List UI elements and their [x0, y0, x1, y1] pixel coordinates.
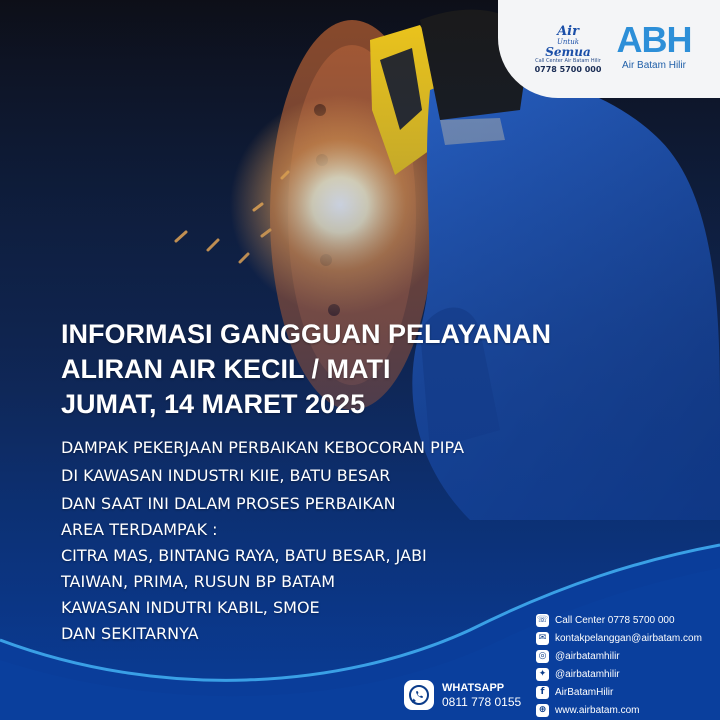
globe-icon: ⊕ — [536, 704, 549, 717]
logo-air-line2: Untuk — [557, 38, 579, 46]
contact-twitter[interactable] — [536, 665, 702, 683]
instagram-icon: ◎ — [536, 650, 549, 663]
contact-email-text: kontakpelanggan@airbatam.com — [555, 632, 702, 644]
areas-line-4: DAN SEKITARNYA — [61, 624, 199, 643]
abh-logo-name: Air Batam Hilir — [622, 60, 686, 71]
whatsapp-label: WHATSAPP — [442, 681, 505, 694]
contact-facebook-text: AirBatamHilir — [555, 686, 614, 698]
contact-website-text: www.airbatam.com — [555, 704, 640, 716]
body-line-1: DAMPAK PEKERJAAN PERBAIKAN KEBOCORAN PIPA — [61, 438, 465, 457]
abh-logo — [612, 19, 696, 72]
headline-line-2: ALIRAN AIR KECIL / MATI — [61, 354, 391, 384]
whatsapp-number: 0811 778 0155 — [442, 694, 522, 709]
phone-icon: ☏ — [536, 614, 549, 625]
contact-website[interactable] — [536, 701, 702, 719]
body-text — [61, 434, 464, 518]
contact-facebook[interactable] — [536, 683, 702, 701]
body-line-2: DI KAWASAN INDUSTRI KIIE, BATU BESAR — [61, 466, 391, 485]
affected-areas — [61, 517, 427, 647]
contact-call-center-text: Call Center 0778 5700 000 — [555, 614, 675, 626]
twitter-icon: ✦ — [536, 668, 549, 681]
headline-date: JUMAT, 14 MARET 2025 — [61, 389, 366, 419]
areas-line-2: TAIWAN, PRIMA, RUSUN BP BATAM — [61, 572, 336, 591]
contact-instagram[interactable] — [536, 647, 702, 665]
headline-line-1: INFORMASI GANGGUAN PELAYANAN — [61, 319, 552, 349]
abh-logo-mark: ABH — [616, 19, 692, 60]
contact-email[interactable] — [536, 629, 702, 647]
body-line-3: DAN SAAT INI DALAM PROSES PERBAIKAN — [61, 494, 396, 513]
whatsapp-contact[interactable] — [404, 680, 521, 710]
areas-line-3: KAWASAN INDUTRI KABIL, SMOE — [61, 598, 320, 617]
air-untuk-semua-logo — [532, 26, 604, 75]
whatsapp-icon — [404, 680, 434, 710]
email-icon: ✉ — [536, 632, 549, 645]
contact-instagram-text: @airbatamhilir — [555, 650, 620, 662]
areas-heading: AREA TERDAMPAK : — [61, 520, 218, 539]
logo-air-line3: Semua — [545, 45, 591, 59]
contact-list — [536, 611, 702, 719]
logo-air-phone: 0778 5700 000 — [534, 65, 602, 74]
contact-twitter-text: @airbatamhilir — [555, 668, 620, 680]
facebook-icon: f — [536, 686, 549, 699]
logo-air-line4: Call Center Air Batam Hilir — [535, 58, 601, 64]
areas-line-1: CITRA MAS, BINTANG RAYA, BATU BESAR, JABI — [61, 546, 427, 565]
logo-air-line1: Air — [557, 24, 579, 39]
headline — [61, 317, 551, 422]
contact-call-center[interactable] — [536, 611, 702, 629]
